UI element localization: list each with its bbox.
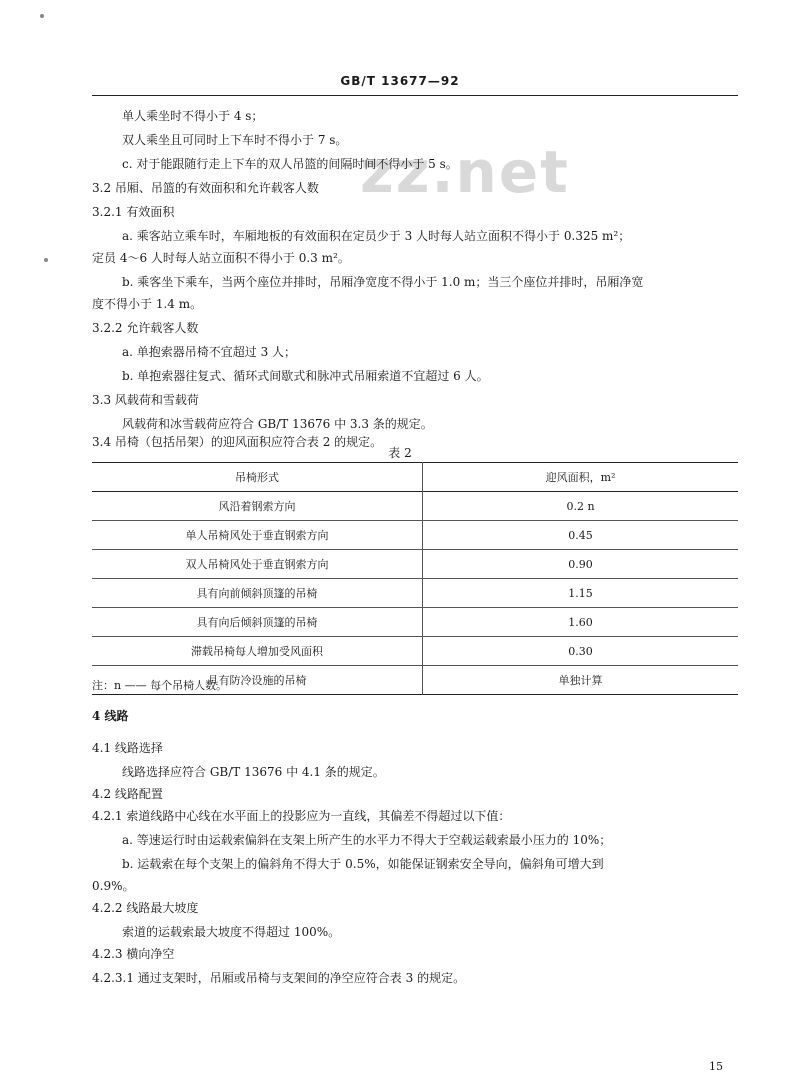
table-cell: 双人吊椅风处于垂直钢索方向 [92, 550, 423, 579]
section-heading: 3.2.2 允许载客人数 [92, 321, 199, 335]
section-heading: 4.1 线路选择 [92, 741, 163, 755]
section-heading: 4.2.3 横向净空 [92, 947, 175, 961]
section-heading: 3.2 吊厢、吊篮的有效面积和允许载客人数 [92, 181, 319, 195]
table-row [92, 637, 738, 666]
paragraph-line: 4.2.1 索道线路中心线在水平面上的投影应为一直线，其偏差不得超过以下值： [92, 809, 511, 823]
paragraph-line: 双人乘坐且可同时上下车时不得小于 7 s。 [122, 133, 348, 147]
paragraph-line: 索道的运载索最大坡度不得超过 100%。 [122, 925, 341, 939]
paragraph-line: 定员 4～6 人时每人站立面积不得小于 0.3 m²。 [92, 251, 350, 265]
paragraph-line: 单人乘坐时不得小于 4 s； [122, 109, 264, 123]
paragraph-line: 度不得小于 1.4 m。 [92, 297, 203, 311]
scan-speck [44, 258, 48, 262]
table-cell: 风沿着钢索方向 [92, 492, 423, 521]
table-row [92, 608, 738, 637]
wind-area-table [92, 462, 738, 695]
paragraph-line: b. 单抱索器往复式、循环式间歇式和脉冲式吊厢索道不宜超过 6 人。 [122, 369, 489, 383]
header-rule [92, 95, 738, 96]
table-cell: 1.60 [568, 615, 593, 629]
page-header: GB/T 13677—92 [340, 74, 460, 88]
column-header: 迎风面积，m² [545, 471, 616, 484]
table-header-row [92, 463, 738, 492]
paragraph-line: 线路选择应符合 GB/T 13676 中 4.1 条的规定。 [122, 765, 385, 779]
section-heading: 3.2.1 有效面积 [92, 205, 175, 219]
section-heading: 3.3 风载荷和雪载荷 [92, 393, 199, 407]
table-cell: 单独计算 [558, 674, 603, 687]
paragraph-line: a. 乘客站立乘车时，车厢地板的有效面积在定员少于 3 人时每人站立面积不得小于 0.325 m²； [122, 229, 631, 243]
section-heading: 4.2.2 线路最大坡度 [92, 901, 199, 915]
paragraph-line: a. 等速运行时由运载索偏斜在支架上所产生的水平力不得大于空载运载索最小压力的 10%； [122, 833, 612, 847]
table-caption: 表 2 [388, 446, 412, 460]
section-heading: 4.2 线路配置 [92, 787, 163, 801]
paragraph-line: c. 对于能跟随行走上下车的双人吊篮的间隔时间不得小于 5 s。 [122, 157, 458, 171]
paragraph-line: b. 运载索在每个支架上的偏斜角不得大于 0.5%，如能保证钢索安全导向，偏斜角可增大到 [122, 857, 604, 871]
paragraph-line: b. 乘客坐下乘车，当两个座位并排时，吊厢净宽度不得小于 1.0 m；当三个座位并排时，吊厢净宽 [122, 275, 644, 289]
table-cell: 单人吊椅风处于垂直钢索方向 [92, 521, 423, 550]
table-cell: 具有防冷设施的吊椅 [92, 666, 423, 695]
paragraph-line: 0.9%。 [92, 879, 135, 893]
table-cell: 0.45 [568, 528, 593, 542]
table-cell: 1.15 [568, 586, 593, 600]
column-header: 吊椅形式 [92, 463, 423, 492]
table-row [92, 521, 738, 550]
table-cell: 0.2 n [566, 499, 595, 513]
table-row [92, 579, 738, 608]
table-row [92, 550, 738, 579]
paragraph-line: 风载荷和冰雪载荷应符合 GB/T 13676 中 3.3 条的规定。 [122, 417, 433, 431]
paragraph-line: 4.2.3.1 通过支架时，吊厢或吊椅与支架间的净空应符合表 3 的规定。 [92, 971, 466, 985]
watermark: zz.net [360, 138, 570, 206]
page-number: 15 [709, 1060, 723, 1073]
table-cell: 具有向前倾斜顶篷的吊椅 [92, 579, 423, 608]
table-cell: 0.30 [568, 644, 593, 658]
table-cell: 具有向后倾斜顶篷的吊椅 [92, 608, 423, 637]
table-note: 注：n —— 每个吊椅人数。 [92, 679, 228, 692]
paragraph-line: a. 单抱索器吊椅不宜超过 3 人； [122, 345, 297, 359]
scan-speck [40, 14, 44, 18]
section-heading: 4 线路 [92, 709, 129, 723]
table-row [92, 492, 738, 521]
table-cell: 滞载吊椅每人增加受风面积 [92, 637, 423, 666]
table-cell: 0.90 [568, 557, 593, 571]
paragraph-line: 3.4 吊椅（包括吊架）的迎风面积应符合表 2 的规定。 [92, 435, 383, 449]
